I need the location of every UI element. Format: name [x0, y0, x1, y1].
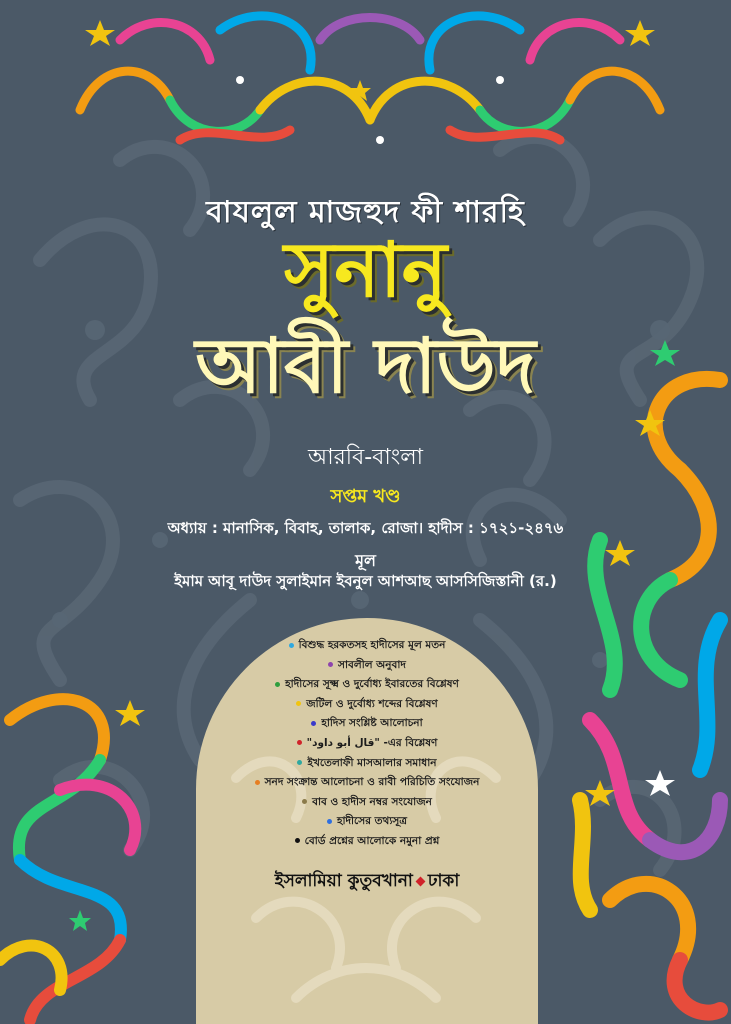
bullet-dot-icon: [302, 799, 307, 804]
publisher-city: ঢাকা: [427, 871, 460, 891]
feature-item: [196, 793, 538, 813]
publisher: [196, 868, 538, 896]
feature-item: [196, 754, 538, 774]
features-list: [196, 636, 538, 852]
publisher-name: ইসলামিয়া কুতুবখানা: [274, 871, 413, 891]
author-name: ইমাম আবূ দাউদ সুলাইমান ইবনুল আশআছ আসসিজিস্তানী (র.): [174, 572, 557, 590]
feature-text: হাদিস সংশ্লিষ্ট আলোচনা: [321, 717, 423, 730]
feature-text: বোর্ড প্রশ্নের আলোকে নমুনা প্রশ্ন: [304, 834, 440, 847]
feature-item: [196, 714, 538, 734]
feature-text: ইখতেলাফী মাসআলার সমাধান: [307, 756, 437, 769]
bullet-dot-icon: [328, 662, 333, 667]
bullet-dot-icon: [296, 701, 301, 706]
volume-label: সপ্তম খণ্ড: [330, 486, 401, 507]
feature-text: হাদীসের তথ্যসূত্র: [336, 815, 408, 828]
bullet-dot-icon: [311, 721, 316, 726]
left-floral-ornament: [0, 660, 170, 1024]
feature-text: জটিল ও দুর্বোধ্য শব্দের বিশ্লেষণ: [306, 697, 438, 710]
chapters-info: অধ্যায় : মানাসিক, বিবাহ, তালাক, রোজা। হাদীস : ১৭২১-২৪৭৬: [167, 519, 564, 537]
diamond-separator-icon: [415, 876, 425, 886]
bullet-dot-icon: [289, 643, 294, 648]
book-title-line-1: সুনানু: [284, 225, 447, 314]
feature-item: [196, 636, 538, 656]
bullet-dot-icon: [297, 740, 302, 745]
feature-text: সাবলীল অনুবাদ: [338, 658, 406, 671]
bullet-dot-icon: [255, 780, 260, 785]
bullet-dot-icon: [327, 819, 332, 824]
feature-item: [196, 773, 538, 793]
feature-text: বিশুদ্ধ হরকতসহ হাদীসের মূল মতন: [298, 639, 446, 651]
feature-text: "قال أبو داود" -এর বিশ্লেষণ: [306, 736, 438, 749]
language-label: আরবি-বাংলা: [307, 445, 424, 470]
book-title-line-2: আবী দাউদ: [195, 321, 536, 410]
feature-item: [196, 832, 538, 852]
feature-item: [196, 675, 538, 695]
feature-item: [196, 734, 538, 754]
feature-text: সনদ সংক্রান্ত আলোচনা ও রাবী পরিচিতি সংযোজন: [264, 776, 480, 789]
feature-item: [196, 695, 538, 715]
subtitle-top: বাযলুল মাজহুদ ফী শারহি: [206, 195, 525, 230]
feature-item: [196, 812, 538, 832]
bullet-dot-icon: [275, 682, 280, 687]
bullet-dot-icon: [295, 838, 300, 843]
feature-item: [196, 656, 538, 676]
original-label: মূল: [355, 551, 376, 570]
bullet-dot-icon: [297, 760, 302, 765]
top-floral-ornament: [60, 0, 680, 160]
feature-text: হাদীসের সূক্ষ্ম ও দুর্বোধ্য ইবারতের বিশ্লেষণ: [285, 678, 459, 691]
feature-text: বাব ও হাদীস নম্বর সংযোজন: [312, 795, 432, 808]
